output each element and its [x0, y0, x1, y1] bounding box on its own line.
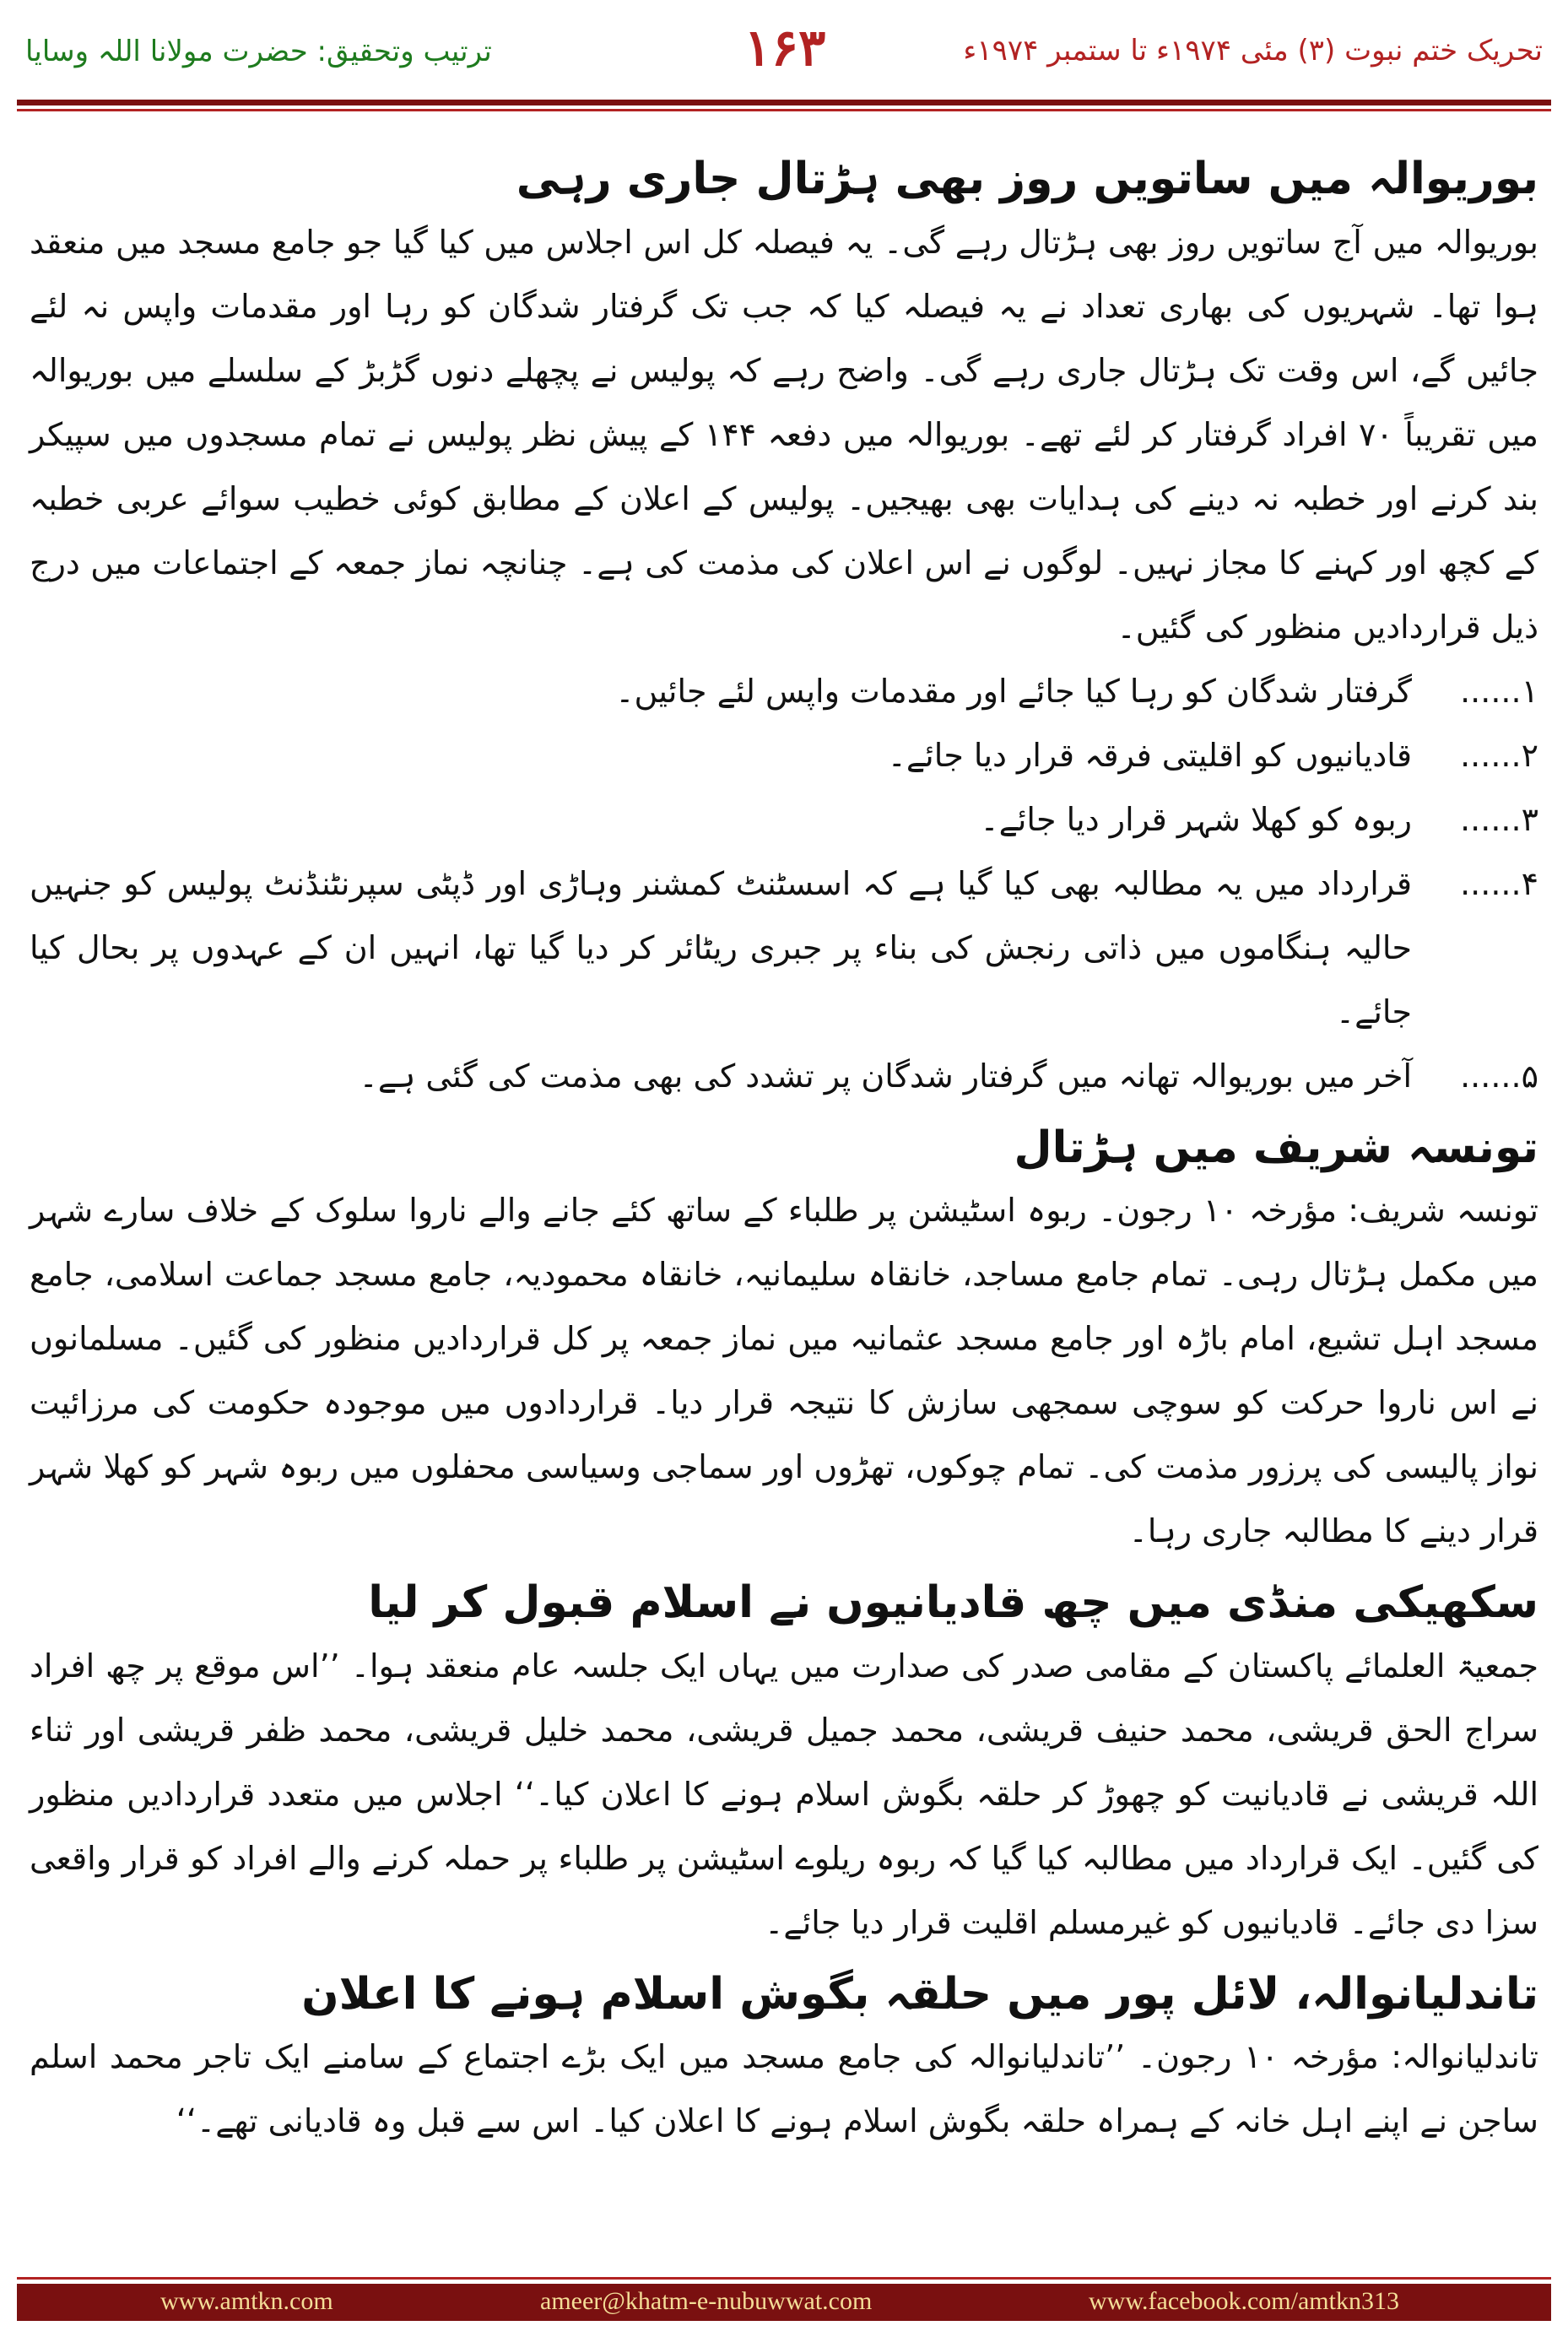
series-title: تحریک ختم نبوت (۳) مئی ۱۹۷۴ء تا ستمبر ۱۹۷۴ء [963, 34, 1543, 68]
list-item [30, 1044, 1538, 1108]
list-item [30, 723, 1538, 787]
section-heading: تاندلیانوالہ، لائل پور میں حلقہ بگوش اسلام ہونے کا اعلان [301, 1968, 1538, 2020]
section-heading: بوریوالہ میں ساتویں روز بھی ہڑتال جاری رہی [516, 154, 1538, 204]
header-rule-light [17, 109, 1551, 111]
section-paragraph: تاندلیانوالہ: مؤرخہ ۱۰ رجون۔ ’’تاندلیانوالہ کی جامع مسجد میں ایک بڑے اجتماع کے سامنے ایک تاجر محمد اسلم ساجن نے اپنے اہل خانہ کے ہمراہ حلقہ بگوش اسلام ہونے کا اعلان کیا۔ اس سے قبل وہ قادیانی تھے۔‘‘ [30, 2038, 1538, 2140]
item-text: گرفتار شدگان کو رہا کیا جائے اور مقدمات واپس لئے جائیں۔ [615, 672, 1412, 710]
header-rule-dark [17, 100, 1551, 105]
email-link[interactable]: ameer@khatm-e-nubuwwat.com [540, 2287, 873, 2315]
item-number: ۴...... [1460, 864, 1538, 902]
compiler-credit: ترتیب وتحقیق: حضرت مولانا اللہ وسایا [25, 35, 492, 68]
section-sukheki [30, 1575, 1538, 1955]
section-heading: سکھیکی منڈی میں چھ قادیانیوں نے اسلام قبول کر لیا [368, 1577, 1538, 1629]
section-paragraph: بوریوالہ میں آج ساتویں روز بھی ہڑتال رہے گی۔ یہ فیصلہ کل اس اجلاس میں کیا گیا جو جامع مسجد میں منعقد ہوا تھا۔ شہریوں کی بھاری تعداد نے یہ فیصلہ کیا کہ جب تک گرفتار شدگان کو رہا اور مقدمات واپس نہ لئے جائیں گے، اس وقت تک ہڑتال جاری رہے گی۔ واضح رہے کہ پولیس نے پچھلے دنوں گڑبڑ کے سلسلے میں بوریوالہ میں تقریباً ۷۰ افراد گرفتار کر لئے تھے۔ بوریوالہ میں دفعہ ۱۴۴ کے پیش نظر پولیس نے تمام مسجدوں میں سپیکر بند کرنے اور خطبہ نہ دینے کی ہدایات بھی بھیجیں۔ پولیس کے اعلان کے مطابق کوئی خطیب سوائے عربی خطبہ کے کچھ اور کہنے کا مجاز نہیں۔ لوگوں نے اس اعلان کی مذمت کی ہے۔ چنانچہ نماز جمعہ کے اجتماعات میں درج ذیل قراردادیں منظور کی گئیں۔ [30, 223, 1538, 646]
item-text: ربوہ کو کھلا شہر قرار دیا جائے۔ [980, 800, 1412, 838]
resolutions-list [30, 659, 1538, 1108]
list-item [30, 852, 1538, 1044]
footer-rule [17, 2277, 1551, 2280]
section-heading: تونسہ شریف میں ہڑتال [1014, 1122, 1538, 1173]
page-number: ۱۶۳ [743, 19, 826, 78]
page-header [0, 0, 1568, 127]
item-text: آخر میں بوریوالہ تھانہ میں گرفتار شدگان پر تشدد کی بھی مذمت کی گئی ہے۔ [359, 1057, 1412, 1095]
page-body [30, 139, 1538, 2249]
list-item [30, 787, 1538, 852]
section-taunsa [30, 1120, 1538, 1564]
item-number: ۲...... [1460, 736, 1538, 774]
section-tandlianwala [30, 1966, 1538, 2154]
page-footer [0, 2270, 1568, 2342]
item-number: ۱...... [1460, 672, 1538, 710]
section-burewala [30, 151, 1538, 1108]
list-item [30, 659, 1538, 723]
item-number: ۳...... [1460, 800, 1538, 838]
item-text: قرارداد میں یہ مطالبہ بھی کیا گیا ہے کہ اسسٹنٹ کمشنر وہاڑی اور ڈپٹی سپرنٹنڈنٹ پولیس کو جنہیں حالیہ ہنگاموں میں ذاتی رنجش کی بناء پر جبری ریٹائر کر دیا گیا تھا، انہیں ان کے عہدوں پر بحال کیا جائے۔ [30, 864, 1412, 1030]
section-paragraph: تونسہ شریف: مؤرخہ ۱۰ رجون۔ ربوہ اسٹیشن پر طلباء کے ساتھ کئے جانے والے ناروا سلوک کے خلاف سارے شہر میں مکمل ہڑتال رہی۔ تمام جامع مساجد، خانقاہ سلیمانیہ، خانقاہ محمودیہ، جامع مسجد جماعت اسلامی، جامع مسجد اہل تشیع، امام باڑہ اور جامع مسجد عثمانیہ میں نماز جمعہ پر کل قراردادیں منظور کی گئیں۔ مسلمانوں نے اس ناروا حرکت کو سوچی سمجھی سازش کا نتیجہ قرار دیا۔ قراردادوں میں موجودہ حکومت کی مرزائیت نواز پالیسی کی پرزور مذمت کی۔ تمام چوکوں، تھڑوں اور سماجی وسیاسی محفلوں میں ربوہ شہر کو کھلا شہر قرار دینے کا مطالبہ جاری رہا۔ [30, 1192, 1538, 1550]
item-number: ۵...... [1460, 1057, 1538, 1095]
item-text: قادیانیوں کو اقلیتی فرقہ قرار دیا جائے۔ [887, 736, 1412, 774]
website-link[interactable]: www.amtkn.com [160, 2287, 333, 2315]
facebook-link[interactable]: www.facebook.com/amtkn313 [1089, 2287, 1399, 2315]
section-paragraph: جمعیۃ العلمائے پاکستان کے مقامی صدر کی صدارت میں یہاں ایک جلسہ عام منعقد ہوا۔ ’’اس موقع پر چھ افراد سراج الحق قریشی، محمد حنیف قریشی، محمد جمیل قریشی، محمد خلیل قریشی، محمد ظفر قریشی اور ثناء اللہ قریشی نے قادیانیت کو چھوڑ کر حلقہ بگوش اسلام ہونے کا اعلان کیا۔‘‘ اجلاس میں متعدد قراردادیں منظور کی گئیں۔ ایک قرارداد میں مطالبہ کیا گیا کہ ربوہ ریلوے اسٹیشن پر طلباء پر حملہ کرنے والے افراد کو قرار واقعی سزا دی جائے۔ قادیانیوں کو غیرمسلم اقلیت قرار دیا جائے۔ [30, 1647, 1538, 1941]
